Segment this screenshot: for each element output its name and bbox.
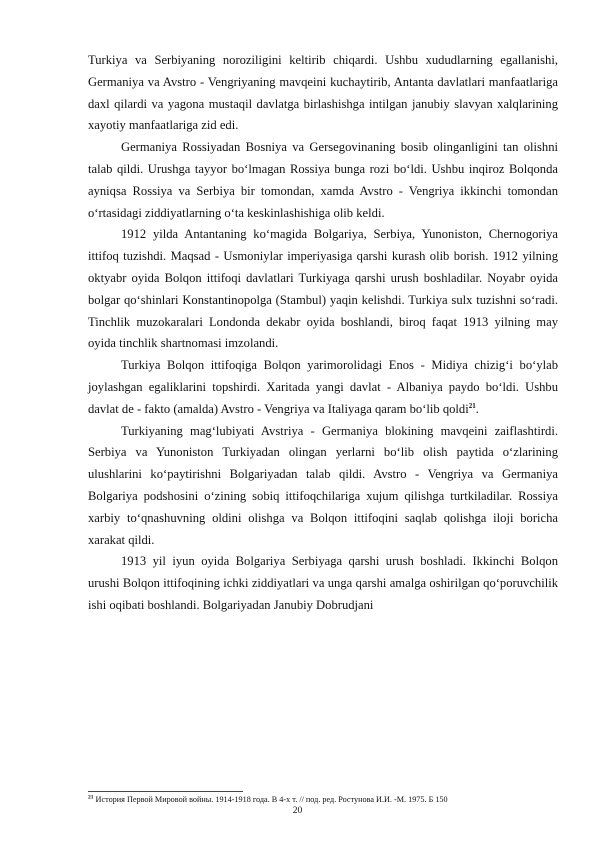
footnote [88, 794, 558, 805]
footnote-area [88, 791, 558, 805]
body-text [88, 50, 558, 617]
paragraph-4 [88, 355, 558, 420]
paragraph-2: Germaniya Rossiyadan Bosniya va Gersegovinaning bosib olinganligini tan olishni talab qildi. Urushga tayyor bo‘lmagan Rossiya bunga rozi bo‘ldi. Ushbu inqiroz Bolqonda ayniqsa Rossiya va Serbiya bir tomondan, xamda Avstro - Vengriya ikkinchi tomondan o‘rtasidagi ziddiyatlarning o‘ta keskinlashishiga olib keldi. [88, 140, 558, 220]
footnote-divider [88, 791, 243, 792]
paragraph-1: Turkiya va Serbiyaning noroziligini keltirib chiqardi. Ushbu xududlarning egallanishi, Germaniya va Avstro - Vengriyaning mavqeini kuchaytirib, Antanta davlatlari manfaatlariga daxl qilardi va yagona mustaqil davlatga birlashishga intilgan janubiy slavyan xalqlarining xayotiy manfaatlariga zid edi. [88, 53, 558, 133]
footnote-text: История Первой Мировой войны. 1914-1918 года. В 4-х т. // под. ред. Ростунова И.И. -М. 1975. Б 150 [93, 795, 448, 804]
paragraph-4-end: . [475, 401, 479, 416]
footnote-number: 21 [88, 794, 94, 801]
paragraph-5: Turkiyaning mag‘lubiyati Avstriya - Germaniya blokining mavqeini zaiflashtirdi. Serbiya va Yunoniston Turkiyadan olingan yerlarni bo‘lib olish paytida o‘zlarining ulushlarini ko‘paytirishni Bolgariyadan talab qildi. Avstro - Vengriya va Germaniya Bolgariya podshosini o‘zining sobiq ittifoqchilariga xujum qilishga turtkiladilar. Rossiya xarbiy to‘qnashuvning oldini olishga va Bolqon ittifoqini saqlab qolishga iloji boricha xarakat qildi. [88, 423, 558, 547]
paragraph-3: 1912 yilda Antantaning ko‘magida Bolgariya, Serbiya, Yunoniston, Chernogoriya ittifoq tuzishdi. Maqsad - Usmoniylar imperiyasiga qarshi kurash olib borish. 1912 yilning oktyabr oyida Bolqon ittifoqi davlatlari Turkiyaga qarshi urush boshladilar. Noyabr oyida bolgar qo‘shinlari Konstantinopolga (Stambul) yaqin kelishdi. Turkiya sulx tuzishni so‘radi. Tinchlik muzokaralari Londonda dekabr oyida boshlandi, biroq faqat 1913 yilning may oyida tinchlik shartnomasi imzolandi. [88, 227, 558, 351]
paragraph-4-text: Turkiya Bolqon ittifoqiga Bolqon yarimorolidagi Enos - Midiya chizig‘i bo‘ylab joylashgan egaliklarini topshirdi. Xaritada yangi davlat - Albaniya paydo bo‘ldi. Ushbu davlat de - fakto (amalda) Avstro - Vengriya va Italiyaga qaram bo‘lib qoldi [88, 358, 558, 416]
paragraph-6: 1913 yil iyun oyida Bolgariya Serbiyaga qarshi urush boshladi. Ikkinchi Bolqon urushi Bolqon ittifoqining ichki ziddiyatlari va unga qarshi amalga oshirilgan qo‘poruvchilik ishi oqibati boshlandi. Bolgariyadan Janubiy Dobrudjani [88, 554, 558, 612]
page-number: 20 [292, 806, 303, 816]
footnote-reference: 21 [468, 401, 476, 410]
